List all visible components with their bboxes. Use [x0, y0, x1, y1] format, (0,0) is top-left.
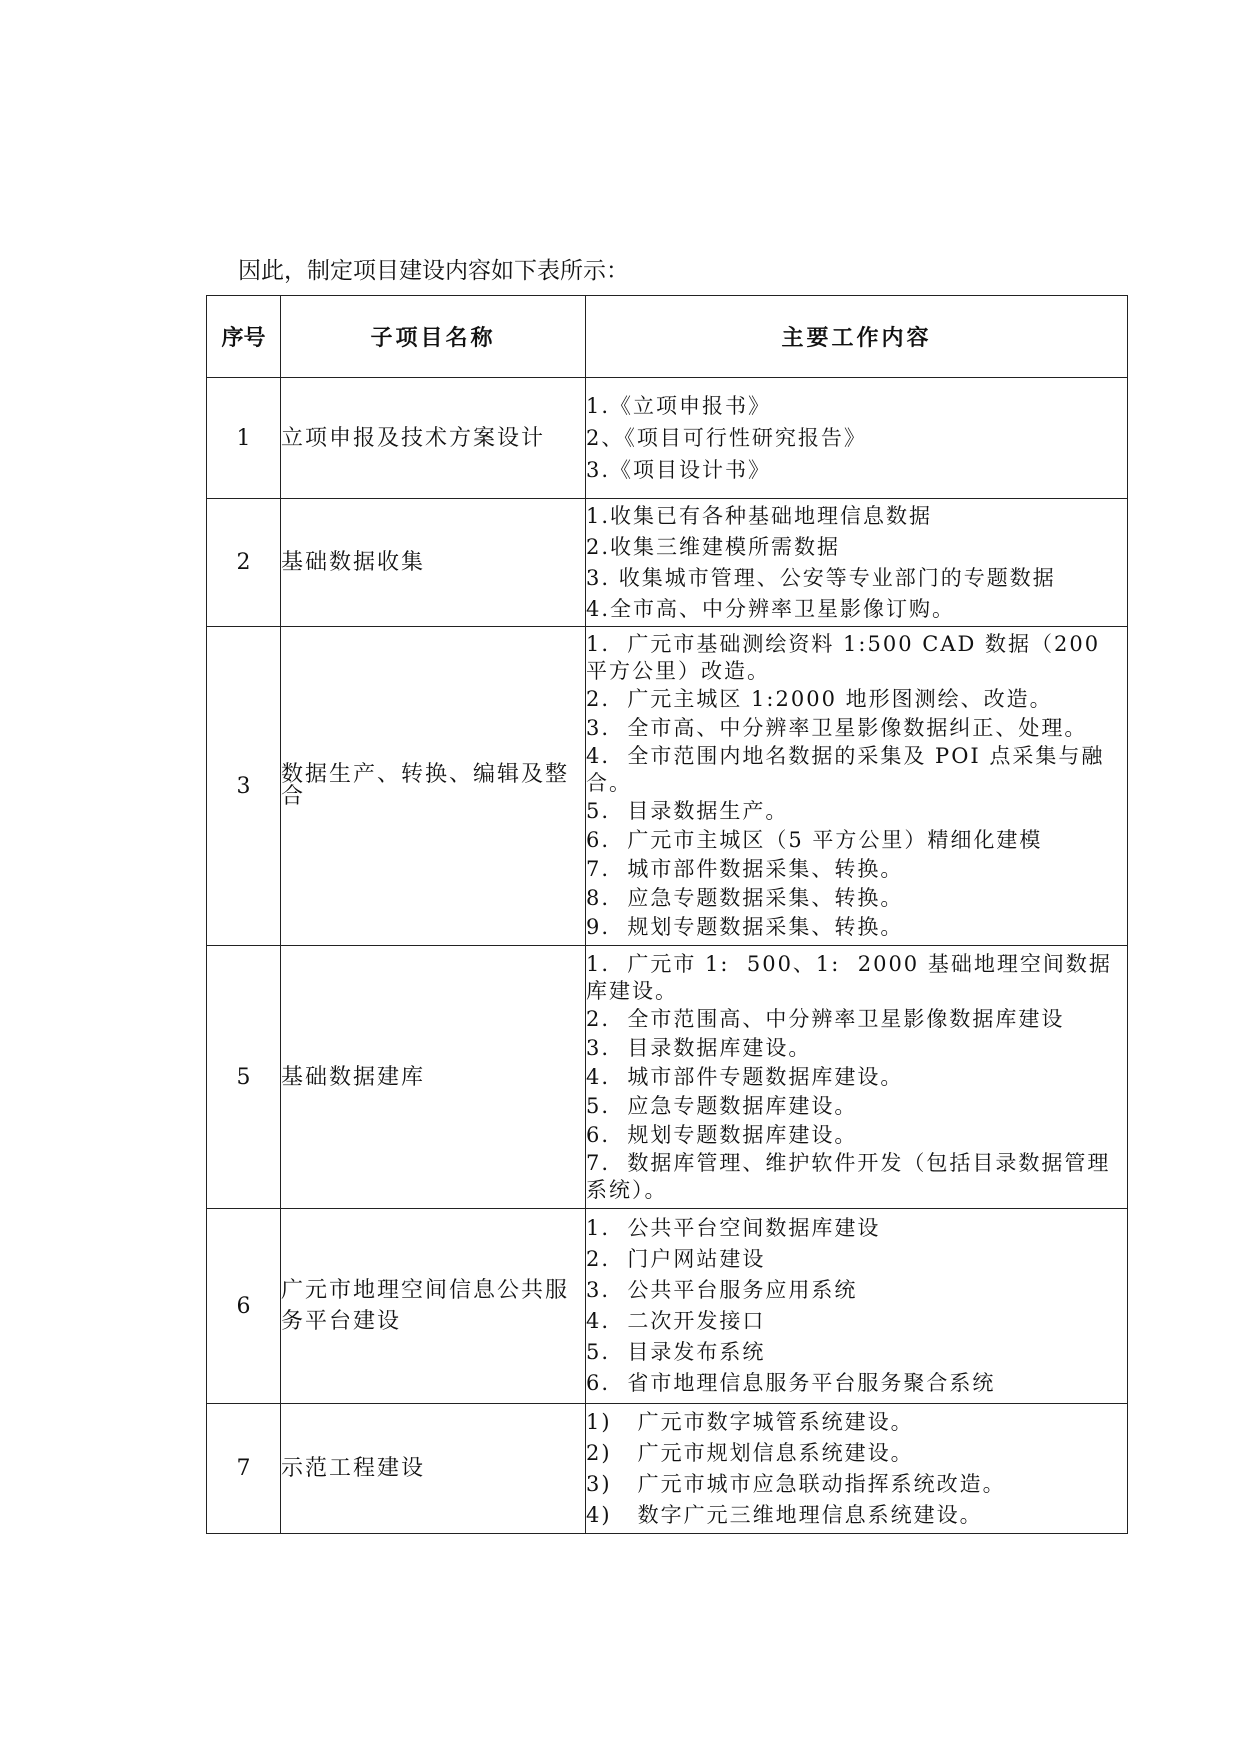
row-work-items: [586, 946, 1128, 1209]
work-item: 1. 公共平台空间数据库建设: [586, 1216, 881, 1240]
work-item: 6. 规划专题数据库建设。: [586, 1122, 858, 1147]
table-row: [207, 946, 1128, 1209]
work-item: 1. 广元市 1: 500、1: 2000 基础地理空间数据库建设。: [586, 951, 1112, 1003]
row-subproject-name: 基础数据建库: [281, 946, 586, 1209]
table-row: [207, 1404, 1128, 1534]
table-row: [207, 1209, 1128, 1404]
row-subproject-name: 广元市地理空间信息公共服务平台建设: [281, 1209, 586, 1404]
project-content-table: [206, 295, 1128, 1534]
table-header-row: [207, 296, 1128, 378]
row-seq: 3: [207, 627, 281, 946]
work-item: 4) 数字广元三维地理信息系统建设。: [586, 1502, 983, 1527]
row-seq: 5: [207, 946, 281, 1209]
header-main-work: 主要工作内容: [586, 296, 1128, 378]
work-item: 2) 广元市规划信息系统建设。: [586, 1440, 914, 1465]
table-row: [207, 378, 1128, 499]
work-item: 7. 城市部件数据采集、转换。: [586, 856, 904, 881]
row-work-items: [586, 378, 1128, 499]
work-item: 3) 广元市城市应急联动指挥系统改造。: [586, 1471, 1006, 1496]
work-item: 1.收集已有各种基础地理信息数据: [586, 503, 933, 528]
row-seq: 6: [207, 1209, 281, 1404]
row-subproject-name: 立项申报及技术方案设计: [281, 378, 586, 499]
work-item: 3. 目录数据库建设。: [586, 1035, 812, 1060]
row-work-items: [586, 1404, 1128, 1534]
intro-paragraph: 因此，制定项目建设内容如下表所示：: [238, 258, 629, 284]
work-item: 6. 广元市主城区（5 平方公里）精细化建模: [586, 827, 1043, 852]
work-item: 3. 收集城市管理、公安等专业部门的专题数据: [586, 565, 1056, 590]
work-item: 2、《项目可行性研究报告》: [586, 426, 867, 450]
header-seq: 序号: [207, 296, 281, 378]
work-item: 9. 规划专题数据采集、转换。: [586, 914, 904, 939]
row-subproject-name: 数据生产、转换、编辑及整合: [281, 627, 586, 946]
work-item: 2. 全市范围高、中分辨率卫星影像数据库建设: [586, 1006, 1065, 1031]
work-item: 4. 全市范围内地名数据的采集及 POI 点采集与融合。: [586, 743, 1105, 795]
work-item: 5. 目录发布系统: [586, 1340, 766, 1364]
work-item: 3. 全市高、中分辨率卫星影像数据纠正、处理。: [586, 715, 1088, 740]
work-item: 6. 省市地理信息服务平台服务聚合系统: [586, 1371, 996, 1395]
work-item: 5. 目录数据生产。: [586, 798, 789, 823]
work-item: 2. 广元主城区 1:2000 地形图测绘、改造。: [586, 686, 1053, 711]
work-item: 4. 城市部件专题数据库建设。: [586, 1064, 904, 1089]
work-item: 3. 公共平台服务应用系统: [586, 1278, 858, 1302]
work-item: 4.全市高、中分辨率卫星影像订购。: [586, 596, 956, 621]
row-work-items: [586, 1209, 1128, 1404]
row-work-items: [586, 499, 1128, 627]
work-item: 2.收集三维建模所需数据: [586, 534, 841, 559]
work-item: 8. 应急专题数据采集、转换。: [586, 885, 904, 910]
row-work-items: [586, 627, 1128, 946]
row-seq: 1: [207, 378, 281, 499]
table-row: [207, 499, 1128, 627]
work-item: 7. 数据库管理、维护软件开发（包括目录数据管理系统）。: [586, 1150, 1111, 1202]
work-item: 1.《立项申报书》: [586, 394, 772, 418]
table-row: [207, 627, 1128, 946]
row-subproject-name: 示范工程建设: [281, 1404, 586, 1534]
work-item: 4. 二次开发接口: [586, 1309, 766, 1333]
row-seq: 2: [207, 499, 281, 627]
row-seq: 7: [207, 1404, 281, 1534]
row-subproject-name: 基础数据收集: [281, 499, 586, 627]
work-item: 1. 广元市基础测绘资料 1:500 CAD 数据（200 平方公里）改造。: [586, 631, 1101, 683]
work-item: 5. 应急专题数据库建设。: [586, 1093, 858, 1118]
work-item: 1) 广元市数字城管系统建设。: [586, 1409, 914, 1434]
header-subproject-name: 子项目名称: [281, 296, 586, 378]
work-item: 2. 门户网站建设: [586, 1247, 766, 1271]
work-item: 3.《项目设计书》: [586, 458, 772, 482]
